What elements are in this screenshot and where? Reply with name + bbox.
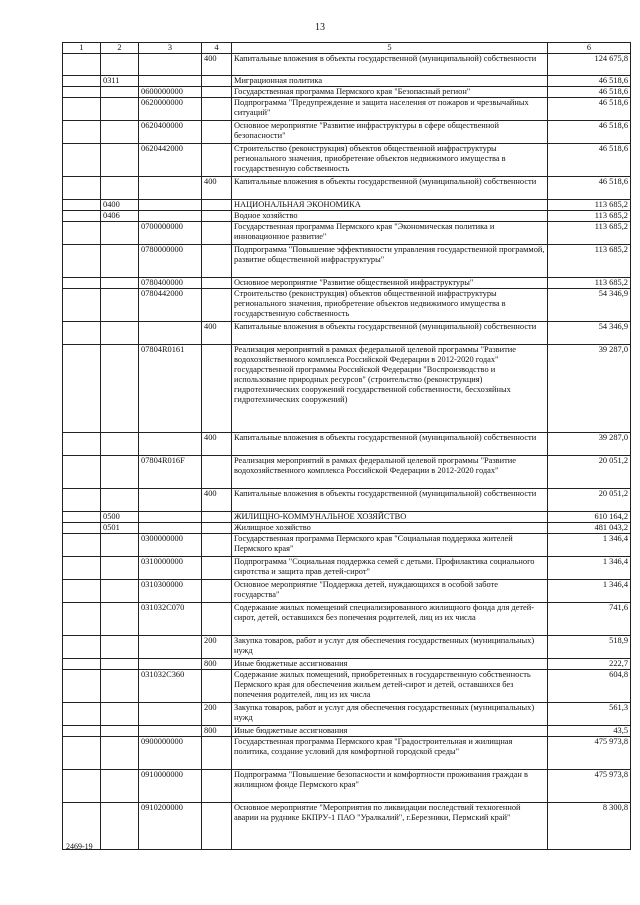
cell-c4 [202, 803, 232, 850]
column-header: 5 [232, 43, 548, 54]
cell-c6: 481 043,2 [548, 523, 631, 534]
table-row [63, 636, 631, 659]
cell-c2 [101, 177, 139, 200]
table-row [63, 98, 631, 121]
cell-c6: 604,8 [548, 670, 631, 703]
cell-c2 [101, 489, 139, 512]
document-code: 2469-19 [66, 842, 93, 851]
cell-c3 [139, 703, 202, 726]
cell-c4 [202, 87, 232, 98]
cell-c6: 113 685,2 [548, 211, 631, 222]
cell-c1 [63, 54, 101, 76]
cell-c5: Капитальные вложения в объекты государственной (муниципальной) собственности [232, 322, 548, 345]
cell-c2 [101, 703, 139, 726]
cell-c3: 0310300000 [139, 580, 202, 603]
cell-c6: 43,5 [548, 726, 631, 737]
cell-c3: 0900000000 [139, 737, 202, 770]
cell-c3: 0780442000 [139, 289, 202, 322]
cell-c5: Строительство (реконструкция) объектов общественной инфраструктуры регионального значения, приобретение объектов недвижимого имущества в государственную собственность [232, 289, 548, 322]
cell-c2 [101, 121, 139, 144]
cell-c3 [139, 200, 202, 211]
cell-c3: 0620000000 [139, 98, 202, 121]
cell-c3: 0310000000 [139, 557, 202, 580]
cell-c4: 800 [202, 726, 232, 737]
cell-c4 [202, 737, 232, 770]
cell-c3 [139, 322, 202, 345]
cell-c6: 46 518,6 [548, 87, 631, 98]
cell-c4: 400 [202, 177, 232, 200]
cell-c1 [63, 659, 101, 670]
cell-c5: Основное мероприятие "Развитие инфраструктуры в сфере общественной безопасности" [232, 121, 548, 144]
cell-c1 [63, 433, 101, 456]
table-row [63, 433, 631, 456]
table-row [63, 523, 631, 534]
cell-c6: 124 675,8 [548, 54, 631, 76]
cell-c2 [101, 54, 139, 76]
cell-c4 [202, 557, 232, 580]
cell-c3: 0780000000 [139, 245, 202, 278]
cell-c3: 0910000000 [139, 770, 202, 803]
cell-c5: НАЦИОНАЛЬНАЯ ЭКОНОМИКА [232, 200, 548, 211]
cell-c4 [202, 523, 232, 534]
cell-c2: 0311 [101, 76, 139, 87]
cell-c6: 113 685,2 [548, 278, 631, 289]
table-row [63, 703, 631, 726]
cell-c2: 0406 [101, 211, 139, 222]
cell-c3 [139, 211, 202, 222]
cell-c5: Капитальные вложения в объекты государственной (муниципальной) собственности [232, 489, 548, 512]
cell-c5: Основное мероприятие "Мероприятия по ликвидации последствий техногенной аварии на руднике БКПРУ-1 ПАО "Уралкалий", г.Березники, Пермский край" [232, 803, 548, 850]
budget-table [62, 42, 631, 850]
table-row [63, 278, 631, 289]
cell-c5: Государственная программа Пермского края "Градостроительная и жилищная политика, создание условий для комфортной городской среды" [232, 737, 548, 770]
cell-c6: 1 346,4 [548, 557, 631, 580]
cell-c2: 0500 [101, 512, 139, 523]
cell-c2 [101, 289, 139, 322]
cell-c5: Государственная программа Пермского края "Социальная поддержка жителей Пермского края" [232, 534, 548, 557]
table-row [63, 345, 631, 433]
cell-c1 [63, 289, 101, 322]
cell-c3 [139, 76, 202, 87]
cell-c1 [63, 345, 101, 433]
column-header: 6 [548, 43, 631, 54]
cell-c1 [63, 557, 101, 580]
cell-c2 [101, 345, 139, 433]
cell-c6: 20 051,2 [548, 489, 631, 512]
table-row [63, 557, 631, 580]
table-row [63, 489, 631, 512]
cell-c5: Подпрограмма "Предупреждение и защита населения от пожаров и чрезвычайных ситуаций" [232, 98, 548, 121]
cell-c2 [101, 98, 139, 121]
table-row [63, 670, 631, 703]
cell-c6: 54 346,9 [548, 289, 631, 322]
cell-c5: Иные бюджетные ассигнования [232, 726, 548, 737]
cell-c6: 39 287,0 [548, 433, 631, 456]
cell-c4 [202, 222, 232, 245]
cell-c4: 400 [202, 489, 232, 512]
cell-c5: Закупка товаров, работ и услуг для обеспечения государственных (муниципальных) нужд [232, 703, 548, 726]
cell-c1 [63, 177, 101, 200]
cell-c1 [63, 98, 101, 121]
cell-c4: 400 [202, 322, 232, 345]
cell-c4 [202, 580, 232, 603]
cell-c1 [63, 534, 101, 557]
cell-c4: 400 [202, 433, 232, 456]
table-row [63, 322, 631, 345]
cell-c1 [63, 603, 101, 636]
cell-c4 [202, 670, 232, 703]
cell-c2 [101, 245, 139, 278]
cell-c5: Иные бюджетные ассигнования [232, 659, 548, 670]
table-row [63, 803, 631, 850]
cell-c2: 0400 [101, 200, 139, 211]
cell-c3: 0600000000 [139, 87, 202, 98]
cell-c3: 0620442000 [139, 144, 202, 177]
table-row [63, 603, 631, 636]
cell-c6: 39 287,0 [548, 345, 631, 433]
cell-c4 [202, 211, 232, 222]
cell-c6: 113 685,2 [548, 245, 631, 278]
cell-c6: 46 518,6 [548, 76, 631, 87]
cell-c2 [101, 580, 139, 603]
cell-c6: 46 518,6 [548, 177, 631, 200]
cell-c4 [202, 534, 232, 557]
cell-c6: 8 300,8 [548, 803, 631, 850]
cell-c3 [139, 54, 202, 76]
cell-c4 [202, 98, 232, 121]
cell-c2 [101, 803, 139, 850]
cell-c5: Реализация мероприятий в рамках федеральной целевой программы "Развитие водохозяйственного комплекса Российской Федерации в 2012-2020 годах" государственной программы Российской Федерации "Воспроизводство и использование природных ресурсов" (строительство (реконструкция) гидротехнических сооружений государственной собственности, бесхозяйных гидротехнических сооружений) [232, 345, 548, 433]
cell-c5: Подпрограмма "Повышение эффективности управления государственной программой, развитие общественной инфраструктуры" [232, 245, 548, 278]
cell-c6: 113 685,2 [548, 200, 631, 211]
table-row [63, 580, 631, 603]
cell-c6: 54 346,9 [548, 322, 631, 345]
cell-c3: 0910200000 [139, 803, 202, 850]
cell-c2 [101, 144, 139, 177]
cell-c1 [63, 245, 101, 278]
cell-c2 [101, 670, 139, 703]
cell-c1 [63, 726, 101, 737]
cell-c2 [101, 603, 139, 636]
cell-c6: 46 518,6 [548, 144, 631, 177]
cell-c4: 200 [202, 636, 232, 659]
cell-c5: Капитальные вложения в объекты государственной (муниципальной) собственности [232, 177, 548, 200]
cell-c5: Подпрограмма "Социальная поддержка семей с детьми. Профилактика социального сиротства и защита прав детей-сирот" [232, 557, 548, 580]
cell-c3 [139, 659, 202, 670]
cell-c2 [101, 726, 139, 737]
cell-c5: Подпрограмма "Повышение безопасности и комфортности проживания граждан в жилищном фонде Пермского края" [232, 770, 548, 803]
cell-c1 [63, 636, 101, 659]
cell-c5: Водное хозяйство [232, 211, 548, 222]
cell-c1 [63, 211, 101, 222]
cell-c5: Жилищное хозяйство [232, 523, 548, 534]
cell-c1 [63, 456, 101, 489]
cell-c3 [139, 636, 202, 659]
cell-c5: Государственная программа Пермского края "Безопасный регион" [232, 87, 548, 98]
cell-c6: 20 051,2 [548, 456, 631, 489]
table-row [63, 534, 631, 557]
cell-c1 [63, 512, 101, 523]
table-row [63, 211, 631, 222]
table-row [63, 222, 631, 245]
table-row [63, 177, 631, 200]
cell-c5: Содержание жилых помещений специализированного жилищного фонда для детей-сирот, детей, оставшихся без попечения родителей, лиц из их числа [232, 603, 548, 636]
cell-c4 [202, 76, 232, 87]
cell-c2 [101, 557, 139, 580]
cell-c1 [63, 322, 101, 345]
cell-c3 [139, 177, 202, 200]
cell-c5: Государственная программа Пермского края "Экономическая политика и инновационное развитие" [232, 222, 548, 245]
cell-c5: Капитальные вложения в объекты государственной (муниципальной) собственности [232, 54, 548, 76]
cell-c1 [63, 770, 101, 803]
cell-c3: 031032С360 [139, 670, 202, 703]
cell-c1 [63, 76, 101, 87]
cell-c2 [101, 636, 139, 659]
cell-c1 [63, 144, 101, 177]
cell-c2 [101, 87, 139, 98]
cell-c1 [63, 703, 101, 726]
table-row [63, 726, 631, 737]
cell-c5: Содержание жилых помещений, приобретенных в государственную собственность Пермского края для обеспечения жильем детей-сирот и детей, оставшихся без попечения родителей, лиц из их числа [232, 670, 548, 703]
cell-c4: 400 [202, 54, 232, 76]
cell-c2 [101, 737, 139, 770]
table-row [63, 200, 631, 211]
table-row [63, 659, 631, 670]
cell-c3 [139, 433, 202, 456]
cell-c1 [63, 200, 101, 211]
cell-c1 [63, 121, 101, 144]
cell-c6: 222,7 [548, 659, 631, 670]
table-row [63, 54, 631, 76]
cell-c4 [202, 770, 232, 803]
cell-c5: Основное мероприятие "Развитие общественной инфраструктуры" [232, 278, 548, 289]
cell-c6: 561,3 [548, 703, 631, 726]
cell-c5: ЖИЛИЩНО-КОММУНАЛЬНОЕ ХОЗЯЙСТВО [232, 512, 548, 523]
cell-c1 [63, 670, 101, 703]
cell-c3: 07804R0161 [139, 345, 202, 433]
cell-c1 [63, 222, 101, 245]
cell-c5: Миграционная политика [232, 76, 548, 87]
cell-c4 [202, 121, 232, 144]
table-row [63, 737, 631, 770]
table-row [63, 289, 631, 322]
cell-c3: 07804R016F [139, 456, 202, 489]
cell-c4 [202, 345, 232, 433]
cell-c4 [202, 456, 232, 489]
cell-c4 [202, 603, 232, 636]
cell-c4 [202, 278, 232, 289]
cell-c3: 0620400000 [139, 121, 202, 144]
cell-c2 [101, 534, 139, 557]
table-row [63, 121, 631, 144]
cell-c4 [202, 245, 232, 278]
cell-c2 [101, 456, 139, 489]
cell-c4 [202, 144, 232, 177]
cell-c2 [101, 770, 139, 803]
cell-c5: Капитальные вложения в объекты государственной (муниципальной) собственности [232, 433, 548, 456]
cell-c3 [139, 523, 202, 534]
cell-c5: Строительство (реконструкция) объектов общественной инфраструктуры регионального значения, приобретение объектов недвижимого имущества в государственную собственность [232, 144, 548, 177]
cell-c3: 0700000000 [139, 222, 202, 245]
cell-c1 [63, 580, 101, 603]
cell-c6: 113 685,2 [548, 222, 631, 245]
cell-c2 [101, 222, 139, 245]
cell-c6: 518,9 [548, 636, 631, 659]
cell-c4: 200 [202, 703, 232, 726]
column-header: 2 [101, 43, 139, 54]
cell-c1 [63, 278, 101, 289]
cell-c6: 610 164,2 [548, 512, 631, 523]
cell-c6: 741,6 [548, 603, 631, 636]
cell-c1 [63, 523, 101, 534]
cell-c1 [63, 737, 101, 770]
cell-c6: 475 973,8 [548, 737, 631, 770]
table-row [63, 770, 631, 803]
cell-c3 [139, 512, 202, 523]
table-header-row [63, 43, 631, 54]
table-row [63, 87, 631, 98]
cell-c3 [139, 726, 202, 737]
page-number: 13 [315, 22, 325, 33]
cell-c3: 0780400000 [139, 278, 202, 289]
column-header: 1 [63, 43, 101, 54]
cell-c6: 46 518,6 [548, 121, 631, 144]
cell-c6: 1 346,4 [548, 580, 631, 603]
cell-c4: 800 [202, 659, 232, 670]
cell-c6: 475 973,8 [548, 770, 631, 803]
table-row [63, 456, 631, 489]
column-header: 3 [139, 43, 202, 54]
cell-c4 [202, 289, 232, 322]
cell-c4 [202, 512, 232, 523]
cell-c5: Основное мероприятие "Поддержка детей, нуждающихся в особой заботе государства" [232, 580, 548, 603]
cell-c3: 031032С070 [139, 603, 202, 636]
cell-c6: 1 346,4 [548, 534, 631, 557]
cell-c1 [63, 489, 101, 512]
cell-c2 [101, 433, 139, 456]
cell-c3 [139, 489, 202, 512]
table-body [63, 54, 631, 850]
cell-c4 [202, 200, 232, 211]
cell-c2: 0501 [101, 523, 139, 534]
cell-c2 [101, 322, 139, 345]
column-header: 4 [202, 43, 232, 54]
table-row [63, 512, 631, 523]
cell-c5: Закупка товаров, работ и услуг для обеспечения государственных (муниципальных) нужд [232, 636, 548, 659]
cell-c1 [63, 87, 101, 98]
table-row [63, 144, 631, 177]
table-row [63, 245, 631, 278]
cell-c2 [101, 659, 139, 670]
table-row [63, 76, 631, 87]
cell-c3: 0300000000 [139, 534, 202, 557]
cell-c6: 46 518,6 [548, 98, 631, 121]
cell-c2 [101, 278, 139, 289]
cell-c5: Реализация мероприятий в рамках федеральной целевой программы "Развитие водохозяйственного комплекса Российской Федерации в 2012-2020 годах" [232, 456, 548, 489]
